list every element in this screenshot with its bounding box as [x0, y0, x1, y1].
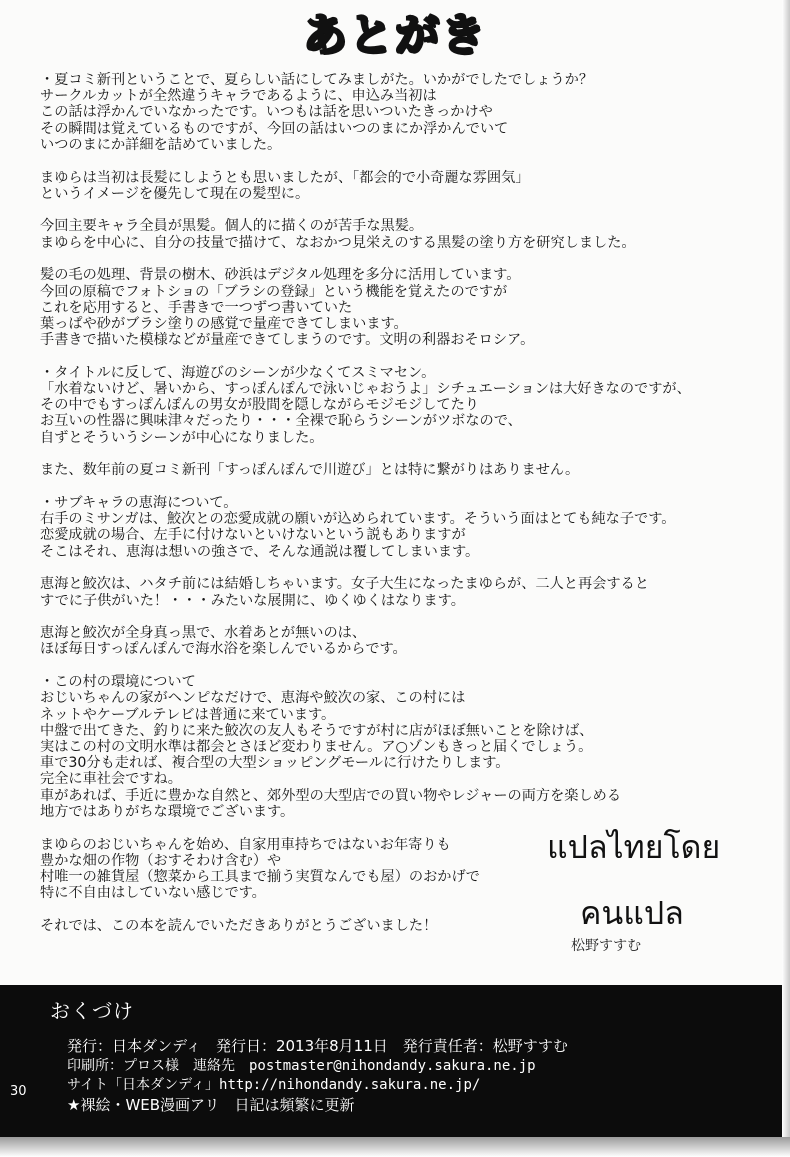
colophon-box	[0, 985, 790, 1137]
text-line: 今回主要キャラ全員が黒髪。個人的に描くのが苦手な黒髪。	[40, 218, 424, 235]
afterword-body	[40, 72, 770, 951]
paragraph	[40, 462, 770, 478]
scan-shadow-bottom	[0, 1137, 790, 1157]
page-number: 30	[10, 1084, 27, 1099]
text-line: 完全に車社会ですね。	[40, 771, 182, 788]
text-line: その瞬間は覚えているものですが、今回の話はいつのまにか浮かんでいて	[40, 120, 509, 137]
paragraph	[40, 365, 770, 446]
text-line: 中盤で出てきた、釣りに来た鮫次の友人もそうですが村に店がほぼ無いことを除けば、	[40, 722, 594, 739]
text-line: まゆらを中心に、自分の技量で描けて、なおかつ見栄えのする黒髪の塗り方を研究しました。	[40, 234, 636, 251]
website-line: サイト「日本ダンディ」http://nihondandy.sakura.ne.jp/	[67, 1077, 481, 1093]
page-title: あとがき	[303, 10, 487, 61]
text-line: 特に不自由はしていない感じです。	[40, 885, 266, 902]
text-line: すでに子供がいた！・・・みたいな展開に、ゆくゆくはなります。	[40, 592, 465, 609]
text-line: この話は浮かんでいなかったです。いつもは話を思いついたきっかけや	[40, 104, 493, 121]
text-line: 手書きで描いた模様などが量産できてしまうのです。文明の利器おそロシア。	[40, 332, 535, 349]
text-line: いつのまにか詳細を詰めていました。	[40, 136, 282, 153]
text-line: 村唯一の雑貨屋（惣菜から工具まで揃う実質なんでも屋）のおかげで	[40, 868, 480, 885]
note-line: ★裸絵・WEB漫画アリ 日記は頻繁に更新	[67, 1095, 355, 1114]
text-line: 車で30分も走れば、複合型の大型ショッピングモールに行けたりします。	[40, 755, 510, 772]
text-line: ・サブキャラの恵海について。	[40, 495, 238, 512]
text-line: また、数年前の夏コミ新刊「すっぽんぽんで川遊び」とは特に繋がりはありません。	[40, 462, 580, 479]
text-line: おじいちゃんの家がヘンピなだけで、恵海や鮫次の家、この村には	[40, 690, 466, 707]
translator-credit-label: แปลไทยโดย	[547, 828, 721, 866]
text-line: ・この村の環境について	[40, 674, 196, 691]
publisher-line: 発行：日本ダンディ 発行日：2013年8月11日 発行責任者：松野すすむ	[67, 1037, 568, 1055]
author-signature: 松野すすむ	[571, 938, 642, 954]
text-line: 右手のミサンガは、鮫次との恋愛成就の願いが込められています。そういう面はとても純な子です。	[40, 511, 676, 528]
text-line: 今回の原稿でフォトショの「ブラシの登録」という機能を覚えたのですが	[40, 283, 508, 300]
paragraph	[40, 72, 770, 153]
text-line: 恵海と鮫次は、ハタチ前には結婚しちゃいます。女子大生になったまゆらが、二人と再会すると	[40, 576, 649, 593]
paragraph	[40, 625, 770, 657]
text-line: それでは、この本を読んでいただきありがとうございました！	[40, 917, 438, 934]
paragraph	[40, 218, 770, 250]
text-line: 恵海と鮫次が全身真っ黒で、水着あとが無いのは、	[40, 625, 367, 642]
text-line: 葉っぱや砂がブラシ塗りの感覚で量産できてしまいます。	[40, 315, 408, 332]
paragraph	[40, 267, 770, 348]
paragraph	[40, 576, 770, 608]
text-line: ・タイトルに反して、海遊びのシーンが少なくてスミマセン。	[40, 364, 436, 381]
text-line: ほぼ毎日すっぽんぽんで海水浴を楽しんでいるからです。	[40, 641, 407, 658]
paragraph	[40, 674, 770, 820]
text-line: これを応用すると、手書きで一つずつ書いていた	[40, 299, 353, 316]
printer-contact-line: 印刷所：プロス様 連絡先 postmaster@nihondandy.sakura.ne.jp	[67, 1057, 536, 1074]
text-line: 自ずとそういうシーンが中心になりました。	[40, 429, 324, 446]
text-line: 実はこの村の文明水準は都会とさほど変わりません。ア○ゾンもきっと届くでしょう。	[40, 739, 593, 755]
text-line: 地方ではありがちな環境でございます。	[40, 803, 295, 820]
text-line: ネットやケーブルテレビは普通に来ています。	[40, 706, 336, 723]
colophon-title: おくづけ	[50, 999, 134, 1023]
colophon-details	[67, 1037, 568, 1115]
text-line: そこはそれ、恵海は想いの強さで、そんな通説は覆してしまいます。	[40, 543, 480, 560]
text-line: サークルカットが全然違うキャラであるように、申込み当初は	[40, 88, 437, 105]
text-line: 豊かな畑の作物（おすそわけ含む）や	[40, 852, 282, 869]
text-line: その中でもすっぽんぽんの男女が股間を隠しながらモジモジしてたり	[40, 397, 479, 414]
text-line: まゆらのおじいちゃんを始め、自家用車持ちではないお年寄りも	[40, 836, 451, 853]
text-line: 恋愛成就の場合、左手に付けないといけないという説もありますが	[40, 527, 466, 544]
paragraph	[40, 495, 770, 560]
text-line: 「水着ないけど、暑いから、すっぽんぽんで泳いじゃおうよ」シチュエーションは大好きなのですが、	[40, 381, 691, 398]
text-line: ・夏コミ新刊ということで、夏らしい話にしてみましがた。いかがでしたでしょうか？	[40, 72, 594, 88]
translator-name: คนแปล	[580, 894, 684, 932]
text-line: 車があれば、手近に豊かな自然と、郊外型の大型店での買い物やレジャーの両方を楽しめる	[40, 787, 622, 804]
text-line: まゆらは当初は長髪にしようとも思いましたが、「都会的で小奇麗な雰囲気」	[40, 169, 530, 186]
text-line: 髪の毛の処理、背景の樹木、砂浜はデジタル処理を多分に活用しています。	[40, 267, 521, 284]
paragraph	[40, 170, 770, 202]
scan-shadow-right	[782, 0, 790, 1137]
text-line: お互いの性器に興味津々だったり・・・全裸で恥らうシーンがツボなので、	[40, 413, 522, 430]
text-line: というイメージを優先して現在の髪型に。	[40, 185, 310, 202]
